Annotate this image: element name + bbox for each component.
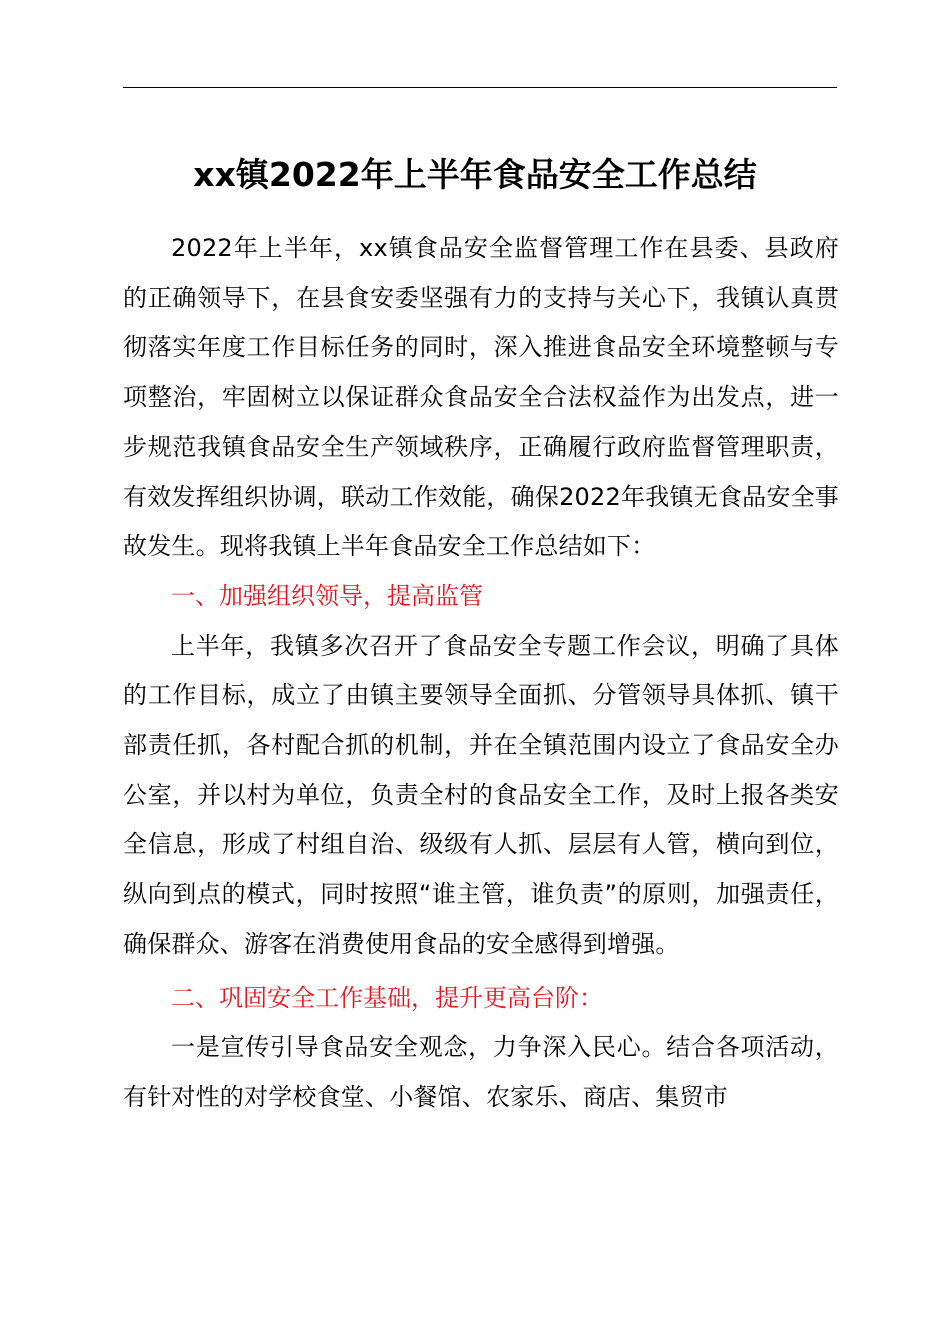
section-1-paragraph: 上半年，我镇多次召开了食品安全专题工作会议，明确了具体的工作目标，成立了由镇主要领导全面抓、分管领导具体抓、镇干部责任抓，各村配合抓的机制，并在全镇范围内设立了食品安全办公室，并以村为单位，负责全村的食品安全工作，及时上报各类安全信息，形成了村组自治、级级有人抓、层层有人管，横向到位，纵向到点的模式，同时按照“谁主管，谁负责”的原则，加强责任，确保群众、游客在消费使用食品的安全感得到增强。: [123, 631, 839, 958]
section-2-paragraph: 一是宣传引导食品安全观念，力争深入民心。结合各项活动，有针对性的对学校食堂、小餐馆、农家乐、商店、集贸市: [123, 1033, 839, 1111]
section-2-heading: 二、巩固安全工作基础，提升更高台阶：: [171, 983, 603, 1012]
section-1-heading: 一、加强组织领导，提高监管: [171, 581, 483, 610]
header-rule: [123, 87, 837, 88]
document-title: xx镇2022年上半年食品安全工作总结: [193, 155, 757, 194]
intro-paragraph: 2022年上半年，xx镇食品安全监督管理工作在县委、县政府的正确领导下，在县食安委坚强有力的支持与关心下，我镇认真贯彻落实年度工作目标任务的同时，深入推进食品安全环境整顿与专项整治，牢固树立以保证群众食品安全合法权益作为出发点，进一步规范我镇食品安全生产领域秩序，正确履行政府监督管理职责，有效发挥组织协调，联动工作效能，确保2022年我镇无食品安全事故发生。现将我镇上半年食品安全工作总结如下：: [123, 234, 839, 561]
document-body: [123, 224, 839, 1123]
